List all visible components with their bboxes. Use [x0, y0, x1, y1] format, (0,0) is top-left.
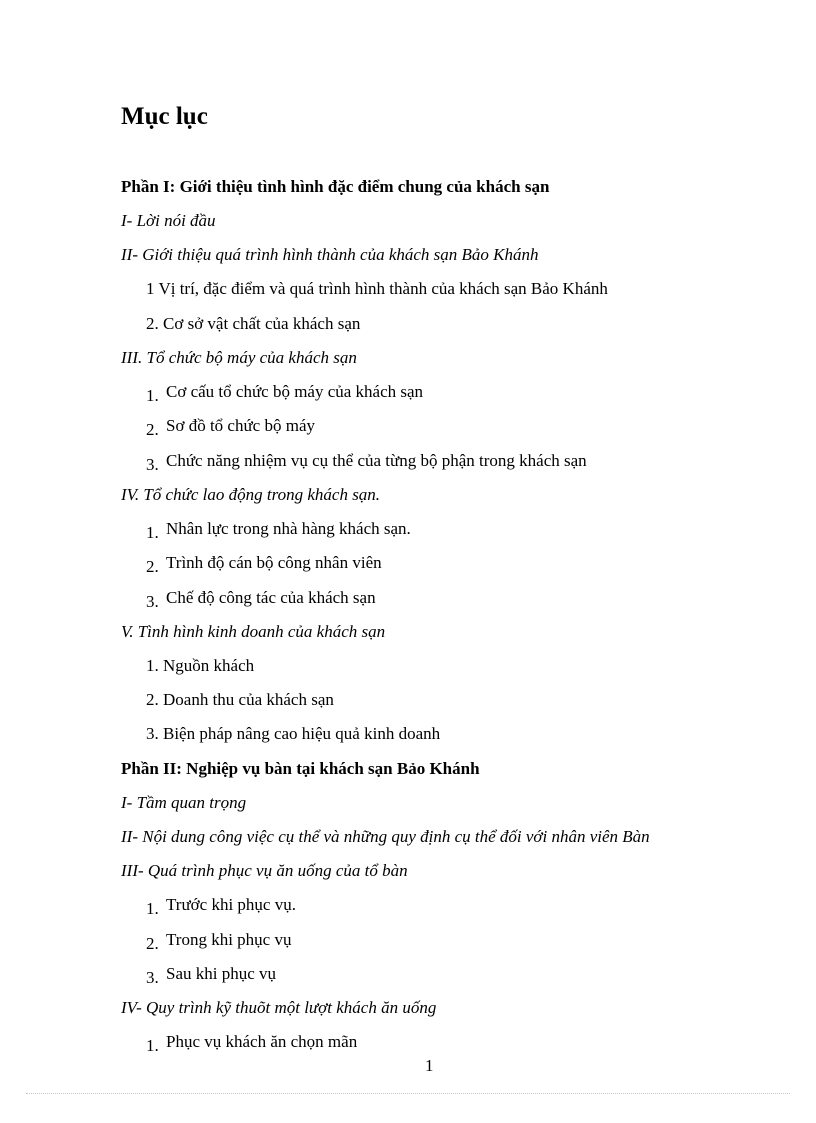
page-footer-divider: [26, 1093, 790, 1094]
toc-text: II- Nội dung công việc cụ thể và những quy định cụ thể đối với nhân viên Bàn: [121, 827, 650, 846]
toc-section-heading: [121, 484, 380, 506]
toc-item: [146, 1031, 357, 1053]
toc-text: 3. Biện pháp nâng cao hiệu quả kinh doanh: [146, 724, 441, 743]
toc-text: Chức năng nhiệm vụ cụ thể của từng bộ phận trong khách sạn: [166, 451, 587, 470]
toc-item-number: 2.: [146, 934, 159, 953]
toc-item: [146, 723, 440, 745]
toc-item: [146, 313, 360, 335]
toc-text: Trước khi phục vụ.: [166, 895, 296, 914]
toc-text: Cơ cấu tổ chức bộ máy của khách sạn: [166, 382, 424, 401]
toc-item: [146, 655, 254, 677]
toc-item: [146, 963, 276, 985]
toc-item-number: 1.: [146, 523, 159, 542]
toc-item: [146, 929, 291, 951]
toc-text: Phần I: Giới thiệu tình hình đặc điểm chung của khách sạn: [121, 177, 550, 196]
toc-item: [146, 552, 382, 574]
toc-item: [146, 415, 315, 437]
toc-section-heading: [121, 621, 385, 643]
toc-text: V. Tình hình kinh doanh của khách sạn: [121, 622, 386, 641]
toc-text: I- Lời nói đầu: [121, 211, 216, 230]
toc-item: [146, 587, 376, 609]
page-number: 1: [425, 1056, 434, 1075]
toc-section-heading: [121, 997, 436, 1019]
toc-item: [146, 518, 411, 540]
toc-text: I- Tầm quan trọng: [121, 793, 247, 812]
toc-text: III. Tổ chức bộ máy của khách sạn: [121, 348, 357, 367]
toc-text: Sau khi phục vụ: [166, 964, 277, 983]
toc-text: 2. Cơ sở vật chất của khách sạn: [146, 314, 361, 333]
toc-text: Chế độ công tác của khách sạn: [166, 588, 376, 607]
toc-item: [146, 894, 296, 916]
toc-item: [146, 381, 423, 403]
toc-item-number: 1.: [146, 1036, 159, 1055]
toc-item-number: 2.: [146, 557, 159, 576]
toc-text: 1. Nguồn khách: [146, 656, 255, 675]
toc-part-heading: [121, 176, 549, 198]
toc-text: Trình độ cán bộ công nhân viên: [166, 553, 382, 572]
toc-text: III- Quá trình phục vụ ăn uống của tổ bàn: [121, 861, 408, 880]
toc-text: II- Giới thiệu quá trình hình thành của khách sạn Bảo Khánh: [121, 245, 539, 264]
page-title: Mục lục: [121, 103, 208, 130]
toc-text: 2. Doanh thu của khách sạn: [146, 690, 334, 709]
toc-section-heading: [121, 210, 216, 232]
toc-text: Trong khi phục vụ: [166, 930, 292, 949]
toc-item-number: 2.: [146, 420, 159, 439]
toc-item: [146, 450, 587, 472]
toc-section-heading: [121, 347, 357, 369]
toc-text: Phần II: Nghiệp vụ bàn tại khách sạn Bảo Khánh: [121, 759, 480, 778]
toc-section-heading: [121, 244, 539, 266]
toc-section-heading: [121, 792, 246, 814]
toc-item: [146, 689, 334, 711]
toc-text: Phục vụ khách ăn chọn mãn: [166, 1032, 358, 1051]
toc-part-heading: [121, 758, 480, 780]
toc-item-number: 1.: [146, 899, 159, 918]
toc-item-number: 3.: [146, 455, 159, 474]
toc-text: IV. Tổ chức lao động trong khách sạn.: [121, 485, 381, 504]
toc-text: IV- Quy trình kỹ thuõt một lượt khách ăn uống: [121, 998, 437, 1017]
toc-text: 1 Vị trí, đặc điểm và quá trình hình thành của khách sạn Bảo Khánh: [146, 279, 608, 298]
toc-item-number: 3.: [146, 592, 159, 611]
toc-item-number: 1.: [146, 386, 159, 405]
toc-text: Sơ đồ tổ chức bộ máy: [166, 416, 315, 435]
toc-item: [146, 278, 608, 300]
toc-section-heading: [121, 826, 650, 848]
toc-item-number: 3.: [146, 968, 159, 987]
toc-text: Nhân lực trong nhà hàng khách sạn.: [166, 519, 411, 538]
toc-section-heading: [121, 860, 408, 882]
